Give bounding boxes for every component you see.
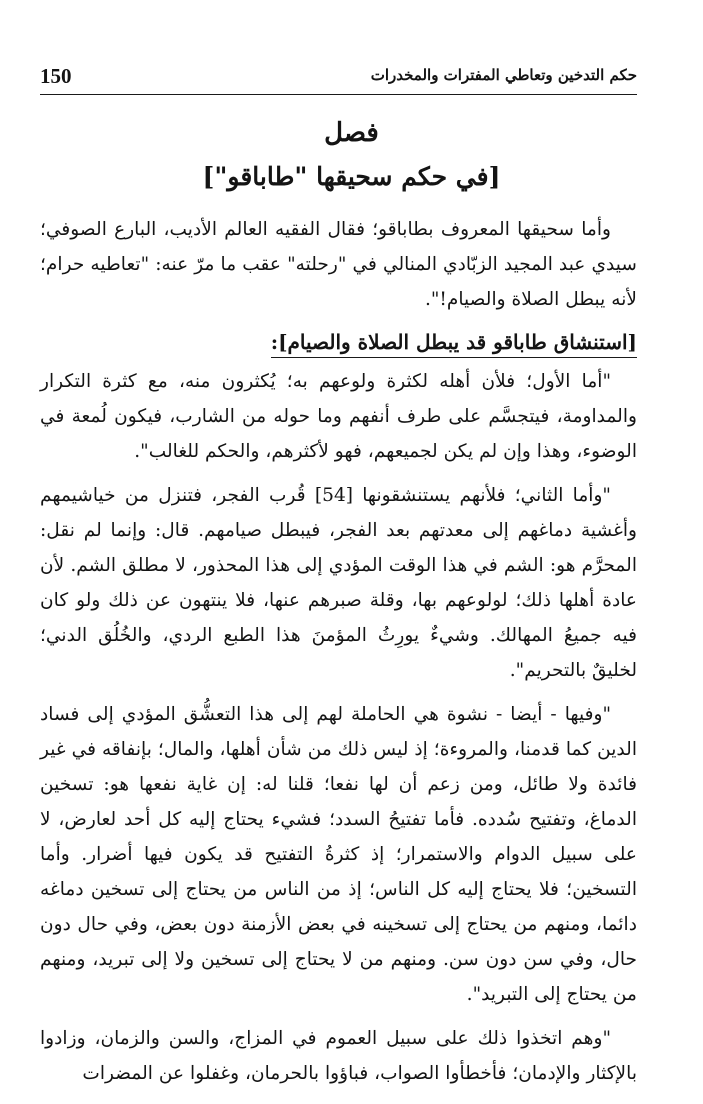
intro-paragraph: وأما سحيقها المعروف بطاباقو؛ فقال الفقيه العالم الأديب، البارع الصوفي؛ سيدي عبد المجيد الزبّادي المنالي في "رحلته" عقب ما مرّ عنه: "تعاطيه حرام؛ لأنه يبطل الصلاة والصيام!". — [40, 219, 637, 310]
paragraph-3: "وفيها - أيضا - نشوة هي الحاملة لهم إلى هذا التعشُّق المؤدي إلى فساد الدين كما قدمنا، والمروءة؛ إذ ليس ذلك من شأن أهلها، والمال؛ بإنفاقه في غير فائدة ولا طائل، ومن زعم أن لها نفعا؛ قلنا له: إن غاية نفعها هو: تسخين الدماغ، وتفتيح سُدده. فأما تفتيحُ السدد؛ فشيء يحتاج إليه كل أحد لعارض، لا على سبيل الدوام والاستمرار؛ إذ كثرةُ التفتيح قد يكون فيها أضرار. وأما التسخين؛ فلا يحتاج إليه كل الناس؛ إذ من الناس من يحتاج إلى تسخين دماغه دائما، ومنهم من يحتاج إلى تسخينه في بعض الأزمنة دون بعض، وفي حال دون حال، وفي سن دون سن. ومنهم من لا يحتاج إلى تسخين ولا إلى تبريد، ومنهم من يحتاج إلى التبريد". — [40, 704, 638, 1005]
chapter-title: فصل — [324, 118, 379, 148]
section-title: [في حكم سحيقها "طاباقو"] — [202, 162, 501, 191]
body-text — [40, 212, 637, 1091]
subheading — [40, 325, 637, 360]
paragraph-4: "وهم اتخذوا ذلك على سبيل العموم في المزاج، والسن والزمان، وزادوا بالإكثار والإدمان؛ فأخطأوا الصواب، فباؤوا بالحرمان، وغفلوا عن المضرات — [40, 1028, 637, 1084]
subheading-text: [استنشاق طاباقو قد يبطل الصلاة والصيام]: — [271, 330, 637, 358]
paragraph-1: "أما الأول؛ فلأن أهله لكثرة ولوعهم به؛ يُكثرون منه، مع كثرة التكرار والمداومة، فيتجسَّم على طرف أنفهم وما حوله من الشارب، فيكون لُمعة في الوضوء، وهذا وإن لم يكن لجميعهم، فهو لأكثرهم، والحكم للغالب". — [40, 371, 637, 462]
paragraph-2: "وأما الثاني؛ فلأنهم يستنشقونها [54] قُرب الفجر، فتنزل من خياشيمهم وأغشية دماغهم إلى معدتهم بعد الفجر، فيبطل صيامهم. قال: وإنما لم نقل: المحرَّم هو: الشم في هذا الوقت المؤدي إلى هذا المحذور، لا مطلق الشم. لأن عادة أهلها ذلك؛ لولوعهم بها، وقلة صبرهم عنها، فلا ينتهون عن ذلك ولو كان فيه جميعُ المهالك. وشيءٌ يورِثُ المؤمنَ هذا الطبع الردي، والخُلُق الدني؛ لخليقٌ بالتحريم". — [40, 485, 637, 681]
page-header — [40, 60, 637, 95]
running-title: حكم التدخين وتعاطي المفترات والمخدرات — [370, 66, 637, 84]
page-number: 150 — [40, 64, 72, 88]
